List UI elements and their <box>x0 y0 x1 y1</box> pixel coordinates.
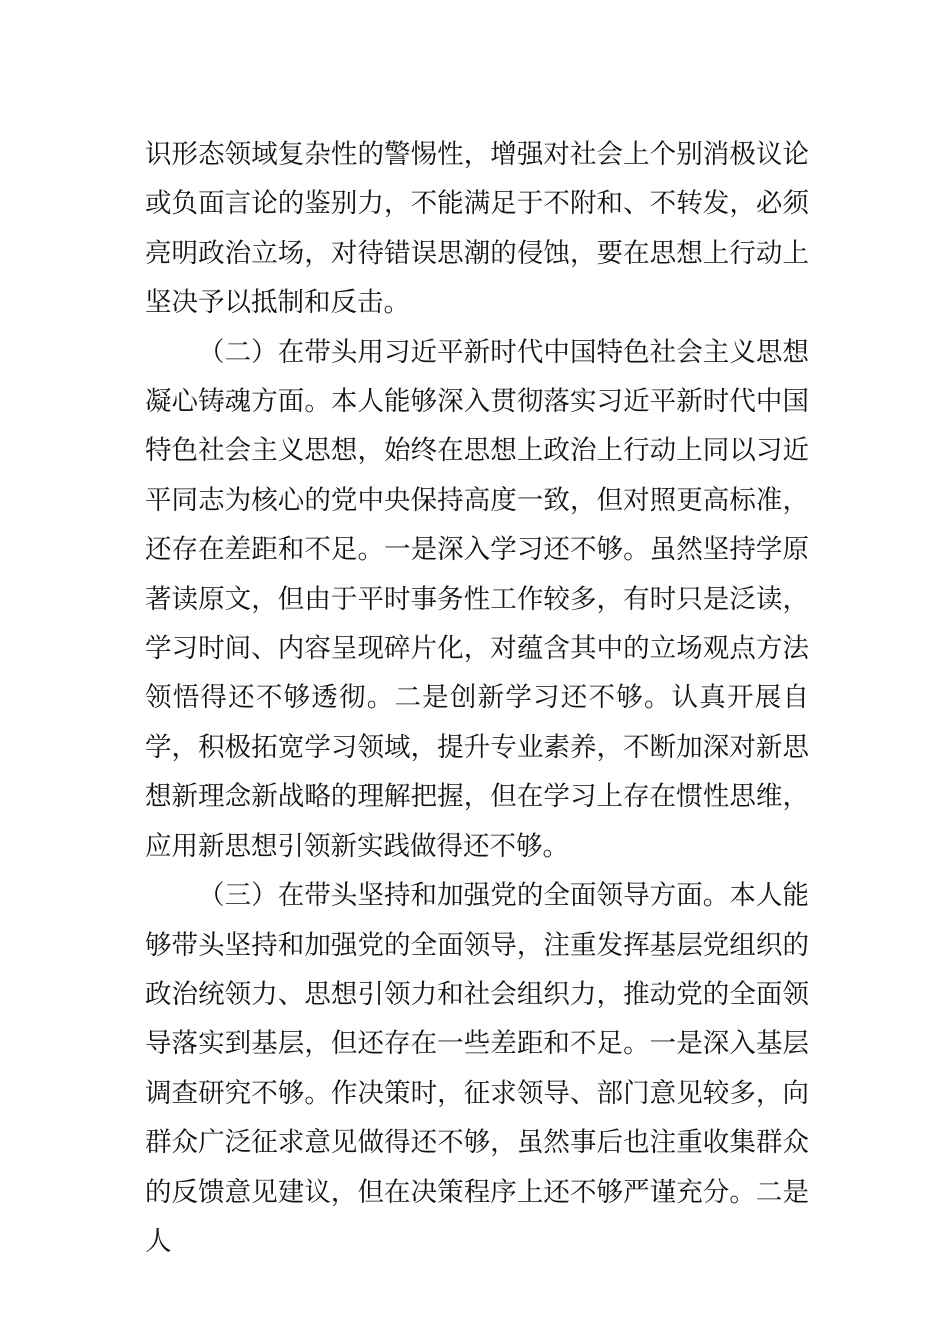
paragraph-section-two: （二）在带头用习近平新时代中国特色社会主义思想凝心铸魂方面。本人能够深入贯彻落实习近平新时代中国特色社会主义思想，始终在思想上政治上行动上同以习近平同志为核心的党中央保持高度一致，但对照更高标准，还存在差距和不足。一是深入学习还不够。虽然坚持学原著读原文，但由于平时事务性工作较多，有时只是泛读，学习时间、内容呈现碎片化，对蕴含其中的立场观点方法领悟得还不够透彻。二是创新学习还不够。认真开展自学，积极拓宽学习领域，提升专业素养，不断加深对新思想新理念新战略的理解把握，但在学习上存在惯性思维，应用新思想引领新实践做得还不够。 <box>145 336 809 862</box>
paragraph-section-three: （三）在带头坚持和加强党的全面领导方面。本人能够带头坚持和加强党的全面领导，注重发挥基层党组织的政治统领力、思想引领力和社会组织力，推动党的全面领导落实到基层，但还存在一些差距和不足。一是深入基层调查研究不够。作决策时，征求领导、部门意见较多，向群众广泛征求意见做得还不够，虽然事后也注重收集群众的反馈意见建议，但在决策程序上还不够严谨充分。二是人 <box>145 880 809 1257</box>
document-body <box>145 130 809 1266</box>
paragraph-continuation: 识形态领域复杂性的警惕性，增强对社会上个别消极议论或负面言论的鉴别力，不能满足于不附和、不转发，必须亮明政治立场，对待错误思潮的侵蚀，要在思想上行动上坚决予以抵制和反击。 <box>145 139 809 319</box>
